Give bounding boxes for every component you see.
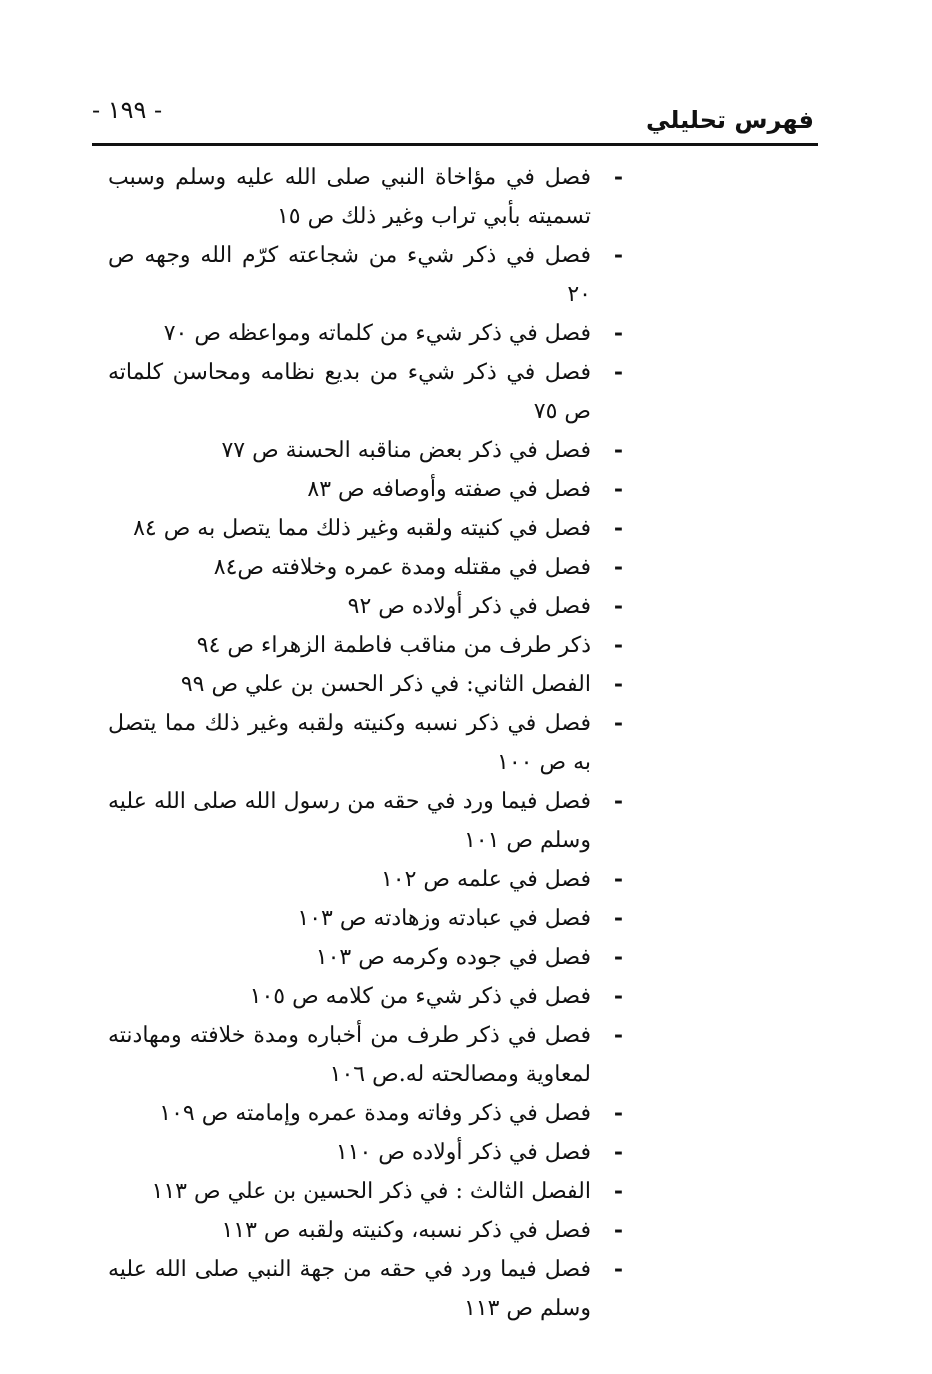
- index-entry: [108, 431, 623, 470]
- entry-bullet: -: [613, 1139, 623, 1165]
- entry-bullet: -: [613, 983, 623, 1009]
- entry-text: فصل في صفته وأوصافه ص ٨٣: [307, 477, 591, 502]
- page-header: [92, 92, 818, 138]
- entry-bullet: -: [613, 671, 623, 697]
- entry-text: فصل في ذكر أولاده ص ١١٠: [335, 1140, 591, 1165]
- entry-bullet: -: [613, 320, 623, 346]
- entry-text: فصل فيما ورد في حقه من رسول الله صلى الله عليه وسلم ص ١٠١: [108, 789, 591, 853]
- entry-bullet: -: [613, 1022, 623, 1048]
- entry-text: فصل في ذكر شيء من كلماته ومواعظه ص ٧٠: [163, 321, 591, 346]
- entry-bullet: -: [613, 1178, 623, 1204]
- page-number: - ١٩٩ -: [92, 96, 163, 124]
- header-rule: [92, 143, 818, 146]
- index-entry: [108, 1211, 623, 1250]
- entry-bullet: -: [613, 476, 623, 502]
- entry-bullet: -: [613, 788, 623, 814]
- index-entry: [108, 158, 623, 236]
- entry-bullet: -: [613, 1256, 623, 1282]
- entry-text: فصل في ذكر شيء من بديع نظامه ومحاسن كلماته ص ٧٥: [108, 360, 591, 424]
- entry-text: فصل في مقتله ومدة عمره وخلافته ص٨٤: [213, 555, 591, 580]
- entry-bullet: -: [613, 710, 623, 736]
- entry-bullet: -: [613, 1100, 623, 1126]
- entry-bullet: -: [613, 554, 623, 580]
- index-entry: [108, 353, 623, 431]
- index-entry: [108, 1016, 623, 1094]
- entry-bullet: -: [613, 866, 623, 892]
- index-entry: [108, 548, 623, 587]
- entry-bullet: -: [613, 515, 623, 541]
- index-entry: [108, 704, 623, 782]
- index-entry: [108, 899, 623, 938]
- index-entry: [108, 626, 623, 665]
- entry-bullet: -: [613, 944, 623, 970]
- entry-bullet: -: [613, 359, 623, 385]
- entry-bullet: -: [613, 164, 623, 190]
- entry-text: فصل في ذكر نسبه، وكنيته ولقبه ص ١١٣: [221, 1218, 591, 1243]
- index-entry: [108, 1094, 623, 1133]
- index-entry: [108, 860, 623, 899]
- index-entry: [108, 1172, 623, 1211]
- entry-text: فصل في ذكر طرف من أخباره ومدة خلافته ومهادنته لمعاوية ومصالحته له.ص ١٠٦: [108, 1023, 591, 1087]
- entry-text: فصل في ذكر شيء من شجاعته كرّم الله وجهه ص ٢٠: [108, 243, 591, 307]
- entry-text: فصل في عبادته وزهادته ص ١٠٣: [297, 906, 591, 931]
- index-entry: [108, 314, 623, 353]
- index-entry: [108, 236, 623, 314]
- entry-bullet: -: [613, 593, 623, 619]
- index-entry: [108, 470, 623, 509]
- entry-text: الفصل الثاني: في ذكر الحسن بن علي ص ٩٩: [180, 672, 591, 697]
- entry-bullet: -: [613, 1217, 623, 1243]
- entry-text: فصل في كنيته ولقبه وغير ذلك مما يتصل به ص ٨٤: [133, 516, 591, 541]
- index-entry: [108, 782, 623, 860]
- entry-text: الفصل الثالث : في ذكر الحسين بن علي ص ١١٣: [151, 1179, 591, 1204]
- entry-text: فصل في علمه ص ١٠٢: [380, 867, 591, 892]
- entry-bullet: -: [613, 242, 623, 268]
- entry-bullet: -: [613, 632, 623, 658]
- entry-text: فصل في ذكر بعض مناقبه الحسنة ص ٧٧: [221, 438, 591, 463]
- index-entry: [108, 938, 623, 977]
- entry-text: فصل في ذكر شيء من كلامه ص ١٠٥: [249, 984, 591, 1009]
- entry-text: فصل في ذكر أولاده ص ٩٢: [347, 594, 591, 619]
- running-title: فهرس تحليلي: [646, 106, 814, 134]
- index-entry: [108, 1250, 623, 1328]
- index-entry: [108, 977, 623, 1016]
- entry-text: فصل في ذكر وفاته ومدة عمره وإمامته ص ١٠٩: [159, 1101, 591, 1126]
- entry-text: فصل في مؤاخاة النبي صلى الله عليه وسلم وسبب تسميته بأبي تراب وغير ذلك ص ١٥: [108, 165, 591, 229]
- index-entry: [108, 587, 623, 626]
- entry-text: فصل فيما ورد في حقه من جهة النبي صلى الله عليه وسلم ص ١١٣: [108, 1257, 591, 1321]
- index-entry: [108, 665, 623, 704]
- entry-bullet: -: [613, 905, 623, 931]
- entry-bullet: -: [613, 437, 623, 463]
- entry-text: ذكر طرف من مناقب فاطمة الزهراء ص ٩٤: [196, 633, 591, 658]
- index-entry: [108, 1133, 623, 1172]
- index-entry: [108, 509, 623, 548]
- entry-text: فصل في ذكر نسبه وكنيته ولقبه وغير ذلك مما يتصل به ص ١٠٠: [108, 711, 591, 775]
- entry-text: فصل في جوده وكرمه ص ١٠٣: [315, 945, 591, 970]
- index-list: [108, 158, 623, 1328]
